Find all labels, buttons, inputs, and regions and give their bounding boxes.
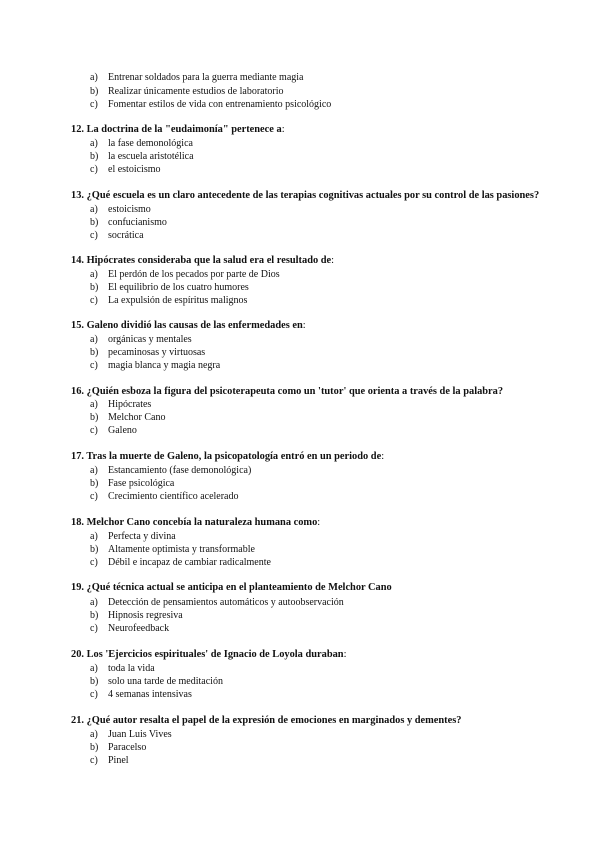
question-number: 13 xyxy=(71,190,82,201)
question-number: 19 xyxy=(71,582,82,593)
option-letter: a) xyxy=(90,399,98,410)
option-line xyxy=(90,662,155,675)
question-number: 14 xyxy=(71,255,82,266)
question-20 xyxy=(71,648,346,661)
option-text: estoicismo xyxy=(108,204,151,215)
question-number: 17 xyxy=(71,451,82,462)
option-text: Entrenar soldados para la guerra mediante magia xyxy=(108,72,304,83)
option-line xyxy=(90,728,172,741)
option-line xyxy=(90,163,161,176)
option-letter: a) xyxy=(90,269,98,280)
option-letter: a) xyxy=(90,138,98,149)
option-line xyxy=(90,675,223,688)
option-line xyxy=(90,741,146,754)
question-text: . Melchor Cano concebía la naturaleza humana como xyxy=(81,517,318,528)
option-letter: a) xyxy=(90,597,98,608)
option-text: Pinel xyxy=(108,755,129,766)
question-number: 21 xyxy=(71,715,82,726)
option-line xyxy=(90,490,239,503)
option-line xyxy=(90,688,192,701)
question-tail: : xyxy=(281,124,285,135)
option-letter: a) xyxy=(90,729,98,740)
option-line xyxy=(90,359,220,372)
option-line xyxy=(90,203,151,216)
option-text: Fase psicológica xyxy=(108,478,175,489)
option-letter: a) xyxy=(90,72,98,83)
option-text: El perdón de los pecados por parte de Dios xyxy=(108,269,280,280)
question-17 xyxy=(71,450,384,463)
option-line xyxy=(90,609,183,622)
option-text: Hipnosis regresiva xyxy=(108,610,183,621)
option-text: 4 semanas intensivas xyxy=(108,689,192,700)
option-text: Juan Luis Vives xyxy=(108,729,172,740)
option-text: la fase demonológica xyxy=(108,138,193,149)
question-number: 18 xyxy=(71,517,82,528)
option-letter: b) xyxy=(90,347,99,358)
option-text: Detección de pensamientos automáticos y autoobservación xyxy=(108,597,344,608)
question-14 xyxy=(71,254,334,267)
option-line xyxy=(90,543,255,556)
question-text: . Hipócrates consideraba que la salud era el resultado de xyxy=(81,255,332,266)
question-number: 20 xyxy=(71,649,82,660)
option-letter: b) xyxy=(90,217,99,228)
question-text: . Galeno dividió las causas de las enfermedades en xyxy=(81,320,303,331)
option-line xyxy=(90,424,137,437)
option-letter: c) xyxy=(90,755,98,766)
option-text: El equilibrio de los cuatro humores xyxy=(108,282,249,293)
option-letter: b) xyxy=(90,610,99,621)
option-letter: c) xyxy=(90,99,98,110)
option-line xyxy=(90,268,280,281)
option-text: Crecimiento científico acelerado xyxy=(108,491,239,502)
question-text: . ¿Quién esboza la figura del psicoterapeuta como un 'tutor' que orienta a través de la palabra? xyxy=(81,386,504,397)
option-text: Hipócrates xyxy=(108,399,152,410)
option-line xyxy=(90,85,284,98)
option-text: toda la vida xyxy=(108,663,155,674)
question-12 xyxy=(71,123,285,136)
option-text: Neurofeedback xyxy=(108,623,170,634)
question-tail: : xyxy=(381,451,385,462)
option-letter: c) xyxy=(90,295,98,306)
option-letter: a) xyxy=(90,663,98,674)
option-line xyxy=(90,229,144,242)
option-letter: b) xyxy=(90,742,99,753)
question-19 xyxy=(71,581,392,594)
option-letter: a) xyxy=(90,531,98,542)
question-tail: : xyxy=(302,320,306,331)
question-16 xyxy=(71,385,503,398)
option-text: Altamente optimista y transformable xyxy=(108,544,255,555)
option-letter: b) xyxy=(90,86,99,97)
question-text: . La doctrina de la "eudaimonía" pertenece a xyxy=(81,124,282,135)
option-text: Melchor Cano xyxy=(108,412,166,423)
option-line xyxy=(90,596,344,609)
question-text: . ¿Qué autor resalta el papel de la expresión de emociones en marginados y dementes? xyxy=(81,715,462,726)
option-text: solo una tarde de meditación xyxy=(108,676,223,687)
option-line xyxy=(90,71,303,84)
option-text: orgánicas y mentales xyxy=(108,334,192,345)
option-letter: a) xyxy=(90,204,98,215)
option-line xyxy=(90,754,129,767)
option-text: Paracelso xyxy=(108,742,147,753)
option-letter: a) xyxy=(90,465,98,476)
option-letter: b) xyxy=(90,544,99,555)
option-line xyxy=(90,137,193,150)
option-letter: c) xyxy=(90,557,98,568)
question-text: . ¿Qué escuela es un claro antecedente de las terapias cognitivas actuales por su control de las pasiones? xyxy=(81,190,540,201)
option-letter: b) xyxy=(90,151,99,162)
question-text: . ¿Qué técnica actual se anticipa en el planteamiento de Melchor Cano xyxy=(81,582,392,593)
option-letter: c) xyxy=(90,491,98,502)
option-text: Débil e incapaz de cambiar radicalmente xyxy=(108,557,271,568)
question-tail: : xyxy=(343,649,347,660)
option-line xyxy=(90,411,166,424)
option-text: magia blanca y magia negra xyxy=(108,360,221,371)
option-text: La expulsión de espíritus malignos xyxy=(108,295,248,306)
option-line xyxy=(90,294,247,307)
option-letter: c) xyxy=(90,623,98,634)
option-line xyxy=(90,346,205,359)
question-number: 12 xyxy=(71,124,82,135)
option-text: Realizar únicamente estudios de laboratorio xyxy=(108,86,284,97)
option-text: la escuela aristotélica xyxy=(108,151,194,162)
option-letter: b) xyxy=(90,676,99,687)
option-letter: a) xyxy=(90,334,98,345)
question-text: . Los 'Ejercicios espirituales' de Ignacio de Loyola duraban xyxy=(81,649,344,660)
question-18 xyxy=(71,516,320,529)
option-line xyxy=(90,556,271,569)
option-text: Perfecta y divina xyxy=(108,531,176,542)
option-line xyxy=(90,150,194,163)
option-text: Estancamiento (fase demonológica) xyxy=(108,465,252,476)
question-number: 15 xyxy=(71,320,82,331)
option-letter: c) xyxy=(90,164,98,175)
question-21 xyxy=(71,714,462,727)
option-text: Galeno xyxy=(108,425,137,436)
question-tail: : xyxy=(317,517,321,528)
option-text: pecaminosas y virtuosas xyxy=(108,347,206,358)
option-text: confucianismo xyxy=(108,217,167,228)
option-letter: b) xyxy=(90,478,99,489)
question-13 xyxy=(71,189,539,202)
option-text: el estoicismo xyxy=(108,164,161,175)
option-line xyxy=(90,477,174,490)
option-line xyxy=(90,464,251,477)
option-line xyxy=(90,281,249,294)
question-number: 16 xyxy=(71,386,82,397)
option-letter: c) xyxy=(90,360,98,371)
option-text: Fomentar estilos de vida con entrenamiento psicológico xyxy=(108,99,332,110)
option-letter: c) xyxy=(90,425,98,436)
option-line xyxy=(90,622,169,635)
option-line xyxy=(90,530,176,543)
question-tail: : xyxy=(331,255,335,266)
option-line xyxy=(90,216,167,229)
option-letter: c) xyxy=(90,689,98,700)
option-letter: b) xyxy=(90,412,99,423)
question-15 xyxy=(71,319,306,332)
option-text: socrática xyxy=(108,230,144,241)
option-line xyxy=(90,398,151,411)
question-text: . Tras la muerte de Galeno, la psicopatología entró en un periodo de xyxy=(81,451,382,462)
option-letter: b) xyxy=(90,282,99,293)
option-letter: c) xyxy=(90,230,98,241)
option-line xyxy=(90,333,192,346)
option-line xyxy=(90,98,331,111)
